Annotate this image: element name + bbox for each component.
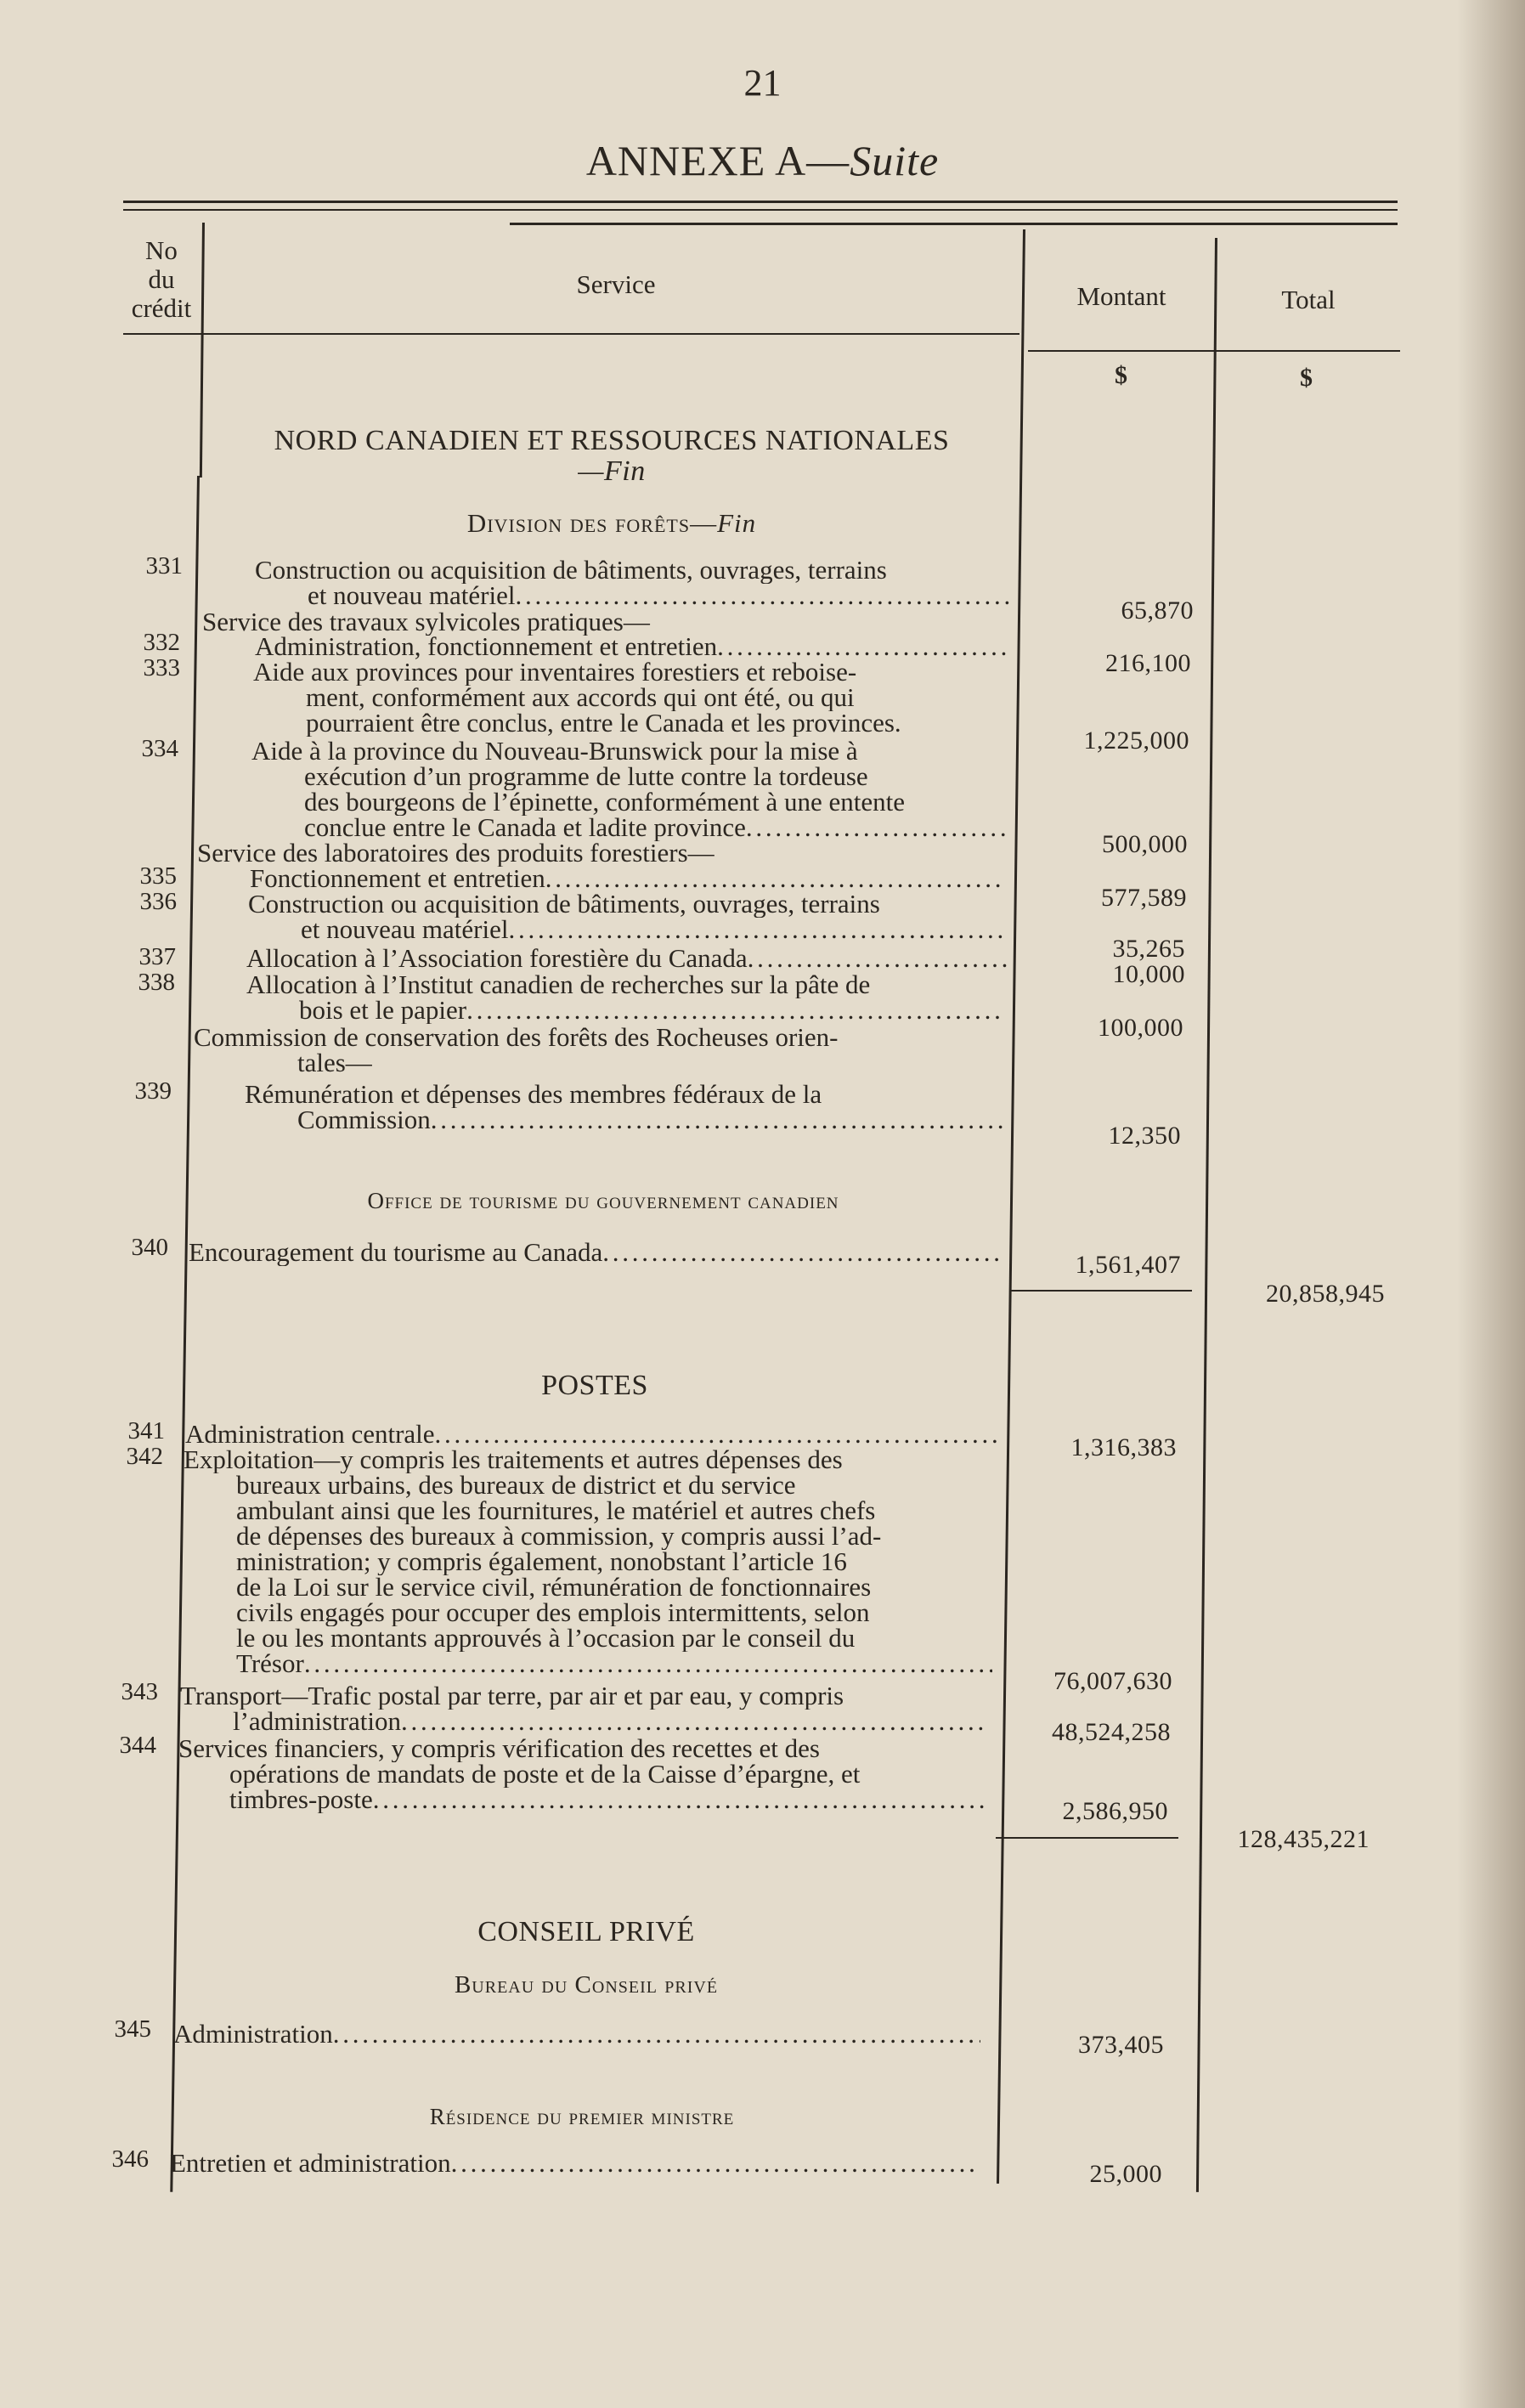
line-text: Commission de conservation des forêts des Rocheuses orien- — [194, 1024, 839, 1051]
credit-no: 342 — [126, 1443, 163, 1470]
credit-no: 343 — [121, 1678, 158, 1705]
amount: 1,561,407 — [1075, 1251, 1181, 1279]
credit-no: 333 — [143, 654, 180, 681]
credit-no: 334 — [141, 735, 178, 762]
line-text: des bourgeons de l’épinette, conformément à une entente — [304, 789, 906, 816]
section-nord-title: NORD CANADIEN ET RESSOURCES NATIONALES — [274, 425, 950, 456]
credit-no: 338 — [138, 969, 175, 996]
amount: 10,000 — [1112, 960, 1185, 988]
header-service: Service — [576, 269, 656, 299]
credit-no: 331 — [145, 552, 183, 579]
montant-dollar: $ — [1115, 361, 1127, 389]
amount: 500,000 — [1102, 830, 1188, 858]
amount: 1,225,000 — [1083, 726, 1189, 755]
line-text: Administration centrale . . . — [185, 1421, 997, 1448]
total: 20,858,945 — [1266, 1280, 1385, 1308]
section-bureau-title: Bureau du Conseil privé — [454, 1971, 719, 1998]
total-dollar: $ — [1300, 364, 1313, 392]
total: 128,435,221 — [1237, 1825, 1370, 1853]
top-rule-2 — [123, 209, 1398, 211]
line-text: Allocation à l’Association forestière du Canada . . . — [246, 945, 1007, 972]
section-nord-fin: —Fin — [578, 455, 646, 487]
credit-no: 339 — [134, 1077, 172, 1105]
line-text: l’administration . . . — [233, 1708, 989, 1735]
line-text: Entretien et administration . . . — [170, 2150, 977, 2177]
amount: 1,316,383 — [1070, 1433, 1177, 1461]
line-text: Construction ou acquisition de bâtiments, ouvrages, terrains — [248, 890, 880, 918]
line-text: bois et le papier . . . — [299, 997, 1004, 1024]
line-text: de dépenses des bureaux à commission, y compris aussi l’ad- — [236, 1523, 882, 1550]
section-forets-title: Division des forêts—Fin — [466, 508, 757, 538]
line-text: timbres-poste . . . — [229, 1786, 986, 1813]
section-conseil-title: CONSEIL PRIVÉ — [477, 1916, 695, 1947]
line-text: Transport—Trafic postal par terre, par air et par eau, y compris — [180, 1682, 844, 1710]
top-rule-3 — [510, 223, 1398, 225]
credit-no: 341 — [127, 1417, 165, 1444]
line-text: Services financiers, y compris vérification des recettes et des — [178, 1735, 820, 1762]
section-tourisme-title: Office de tourisme du gouvernement canadien — [367, 1188, 839, 1213]
amount: 373,405 — [1078, 2031, 1164, 2059]
header-rule — [123, 333, 1019, 335]
line-text: de la Loi sur le service civil, rémunération de fonctionnaires — [236, 1574, 872, 1601]
credit-no: 335 — [139, 862, 177, 890]
line-text: le ou les montants approuvés à l’occasion par le conseil du — [236, 1625, 856, 1652]
line-text: et nouveau matériel . . . — [301, 916, 1006, 943]
top-rule-1 — [123, 201, 1398, 203]
amount: 65,870 — [1121, 596, 1194, 625]
amount: 35,265 — [1112, 935, 1185, 963]
line-text: conclue entre le Canada et ladite province . . . — [304, 814, 1009, 841]
credit-no: 332 — [143, 629, 180, 656]
line-text: Construction ou acquisition de bâtiments, ouvrages, terrains — [255, 557, 887, 584]
credit-no: 340 — [131, 1234, 168, 1261]
amount: 216,100 — [1105, 649, 1191, 677]
credit-no: 336 — [139, 888, 177, 915]
header-montant: Montant — [1076, 281, 1166, 311]
line-text: Exploitation—y compris les traitements et autres dépenses des — [184, 1446, 843, 1473]
header-credit-no: No du crédit — [131, 235, 192, 323]
line-text: exécution d’un programme de lutte contre la tordeuse — [304, 763, 868, 790]
line-text: Trésor . . . — [236, 1650, 992, 1677]
line-text: opérations de mandats de poste et de la Caisse d’épargne, et — [229, 1761, 861, 1788]
page-number: 21 — [743, 62, 782, 104]
credit-no: 337 — [138, 943, 176, 970]
line-text: Allocation à l’Institut canadien de recherches sur la pâte de — [246, 971, 871, 998]
credit-no: 344 — [119, 1732, 156, 1759]
line-text: ment, conformément aux accords qui ont été, ou qui — [306, 684, 855, 711]
line-text: Rémunération et dépenses des membres fédéraux de la — [245, 1081, 822, 1108]
line-text: ministration; y compris également, nonobstant l’article 16 — [236, 1548, 847, 1575]
section-postes-title: POSTES — [541, 1370, 648, 1401]
line-text: Encouragement du tourisme au Canada . . . — [189, 1239, 1000, 1266]
page-edge-shadow — [1457, 0, 1525, 2408]
credit-no: 346 — [111, 2145, 149, 2173]
amount: 2,586,950 — [1062, 1797, 1168, 1825]
annex-title: ANNEXE A—Suite — [585, 137, 940, 184]
amount: 25,000 — [1089, 2160, 1162, 2188]
amount: 12,350 — [1108, 1122, 1181, 1150]
amount: 48,524,258 — [1052, 1718, 1171, 1746]
line-text: pourraient être conclus, entre le Canada et les provinces. — [306, 709, 901, 737]
line-text: Aide aux provinces pour inventaires forestiers et reboise- — [253, 659, 857, 686]
line-text: bureaux urbains, des bureaux de district et du service — [236, 1472, 796, 1499]
line-text: Service des laboratoires des produits forestiers— — [197, 839, 714, 867]
amount: 76,007,630 — [1053, 1667, 1172, 1695]
amount: 100,000 — [1098, 1014, 1183, 1042]
section-residence-title: Résidence du premier ministre — [429, 2104, 735, 2129]
credit-no: 345 — [114, 2015, 151, 2043]
line-text: Aide à la province du Nouveau-Brunswick pour la mise à — [251, 738, 858, 765]
line-text: civils engagés pour occuper des emplois intermittents, selon — [236, 1599, 870, 1626]
amount: 577,589 — [1101, 884, 1187, 912]
line-text: Fonctionnement et entretien . . . — [250, 865, 1006, 892]
line-text: Administration . . . — [173, 2021, 980, 2048]
line-text: et nouveau matériel . . . — [308, 582, 1013, 609]
col-line-right — [1196, 238, 1217, 2192]
header-total: Total — [1281, 285, 1336, 314]
line-text: Administration, fonctionnement et entretien . . . — [255, 633, 1011, 660]
line-text: Commission . . . — [297, 1106, 1003, 1133]
line-text: tales— — [297, 1049, 372, 1077]
line-text: ambulant ainsi que les fournitures, le matériel et autres chefs — [236, 1497, 876, 1524]
line-text: Service des travaux sylvicoles pratiques— — [202, 608, 650, 636]
